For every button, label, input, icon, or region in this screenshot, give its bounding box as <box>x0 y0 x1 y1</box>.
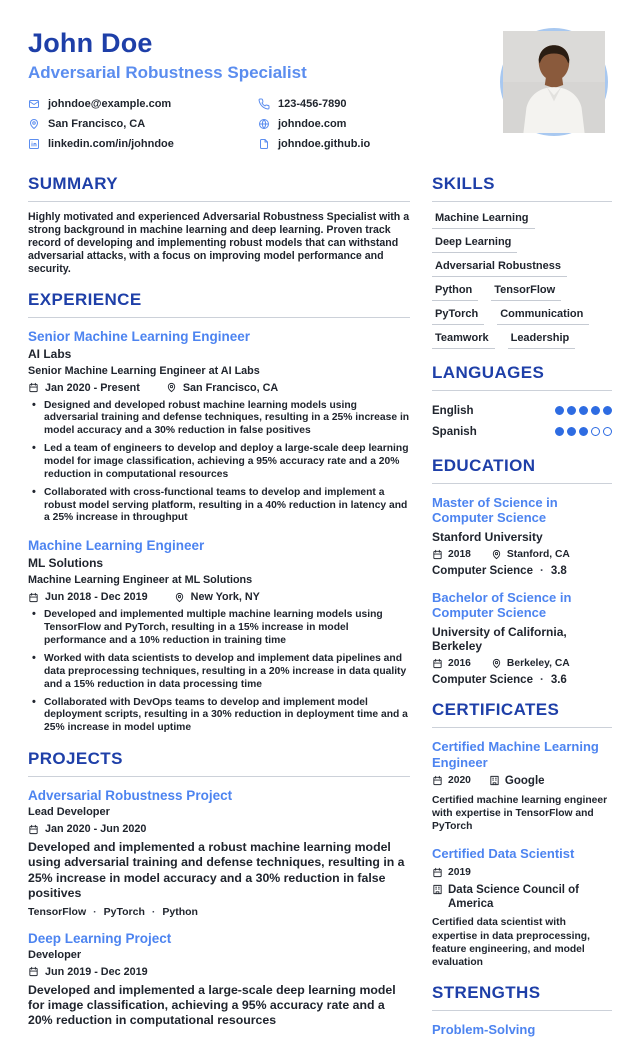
phone-icon <box>258 98 270 110</box>
education-degree: Master of Science in Computer Science <box>432 495 558 526</box>
projects-heading: PROJECTS <box>28 749 410 777</box>
language-row <box>432 400 612 421</box>
education-location <box>491 658 570 669</box>
project-meta <box>28 823 410 835</box>
job-location <box>166 382 278 394</box>
certificates-heading: CERTIFICATES <box>432 700 612 728</box>
education-year-text: 2018 <box>448 549 471 561</box>
education-item <box>432 495 612 577</box>
education-gpa: · 3.8 <box>533 565 567 577</box>
education-gpa: · 3.6 <box>533 674 567 686</box>
file-icon <box>258 138 270 150</box>
skill-tag: Deep Learning <box>432 236 517 253</box>
certificate-description: Certified data scientist with expertise in data preprocessing, feature engineering, and model evaluation <box>432 917 590 968</box>
certificate-issuer <box>432 884 612 912</box>
contact-website[interactable] <box>258 114 488 134</box>
skill-tag: PyTorch <box>432 308 484 325</box>
job-location-text: San Francisco, CA <box>182 381 279 394</box>
location-icon <box>174 592 185 603</box>
education-location-text: Stanford, CA <box>506 549 570 561</box>
section-certificates <box>432 700 612 969</box>
education-degree: Bachelor of Science in Computer Science <box>432 590 572 621</box>
calendar-icon <box>432 658 443 669</box>
person-name: John Doe <box>28 28 153 58</box>
right-column <box>432 164 612 1042</box>
certificate-year-text: 2019 <box>448 866 471 878</box>
skill-tag: Python <box>432 284 478 301</box>
project-item <box>28 931 410 1029</box>
skills-list <box>432 212 612 349</box>
project-role: Developer <box>28 948 82 961</box>
job-meta <box>28 382 410 394</box>
location-icon <box>28 118 40 130</box>
skill-tag: Adversarial Robustness <box>432 260 567 277</box>
contact-location-text: San Francisco, CA <box>48 118 146 130</box>
certificate-year <box>432 775 471 789</box>
building-icon <box>489 775 500 786</box>
certificate-meta <box>432 867 612 912</box>
project-tech-list <box>28 906 410 918</box>
education-location-text: Berkeley, CA <box>506 658 570 670</box>
certificate-description: Certified machine learning engineer with expertise in TensorFlow and PyTorch <box>432 794 608 833</box>
language-level-dots <box>555 406 612 415</box>
resume-header <box>28 28 612 154</box>
profile-photo-illustration <box>503 31 605 133</box>
experience-item <box>28 538 410 735</box>
job-bullets <box>28 400 410 526</box>
contact-phone-text: 123-456-7890 <box>278 98 347 110</box>
strength-item: Problem-Solving <box>432 1022 536 1038</box>
contact-location <box>28 114 258 134</box>
language-row <box>432 421 612 442</box>
building-icon <box>432 884 443 895</box>
linkedin-icon <box>28 138 40 150</box>
job-bullet: • Worked with data scientists to develop and implement data pipelines and data preprocessing techniques, resulting in a 20% increase in data quality and a 15% reduction in data processing time <box>28 653 410 692</box>
education-year <box>432 658 471 669</box>
contact-column-1 <box>28 94 258 154</box>
education-major-gpa <box>432 674 612 686</box>
section-experience <box>28 290 410 735</box>
project-meta <box>28 966 410 978</box>
location-icon <box>166 382 177 393</box>
languages-list <box>432 400 612 442</box>
project-item <box>28 788 410 917</box>
job-company: ML Solutions <box>28 556 104 571</box>
certificate-issuer <box>489 775 545 789</box>
certificate-item <box>432 846 612 969</box>
section-summary <box>28 174 410 276</box>
job-dates <box>28 382 140 394</box>
job-dates-text: Jun 2018 - Dec 2019 <box>45 591 148 604</box>
calendar-icon <box>28 966 39 977</box>
calendar-icon <box>432 549 443 560</box>
project-role: Lead Developer <box>28 806 110 819</box>
job-title-text: Machine Learning Engineer <box>28 538 205 554</box>
education-heading: EDUCATION <box>432 456 612 484</box>
certificate-title: Certified Data Scientist <box>432 846 575 862</box>
language-name: English <box>432 404 474 417</box>
job-subtitle: Senior Machine Learning Engineer at AI Labs <box>28 364 260 377</box>
job-bullet: • Led a team of engineers to develop and deploy a large-scale deep learning model for image classification, achieving a 95% accuracy rate and a 20% reduction in computational resources <box>28 443 410 482</box>
profile-photo <box>500 28 608 136</box>
education-year-text: 2016 <box>448 658 471 670</box>
contact-linkedin[interactable] <box>28 134 258 154</box>
content-columns <box>28 164 612 1042</box>
summary-heading: SUMMARY <box>28 174 410 202</box>
project-dates <box>28 966 148 978</box>
project-dates <box>28 823 146 835</box>
education-major: Computer Science <box>432 565 533 578</box>
project-title: Adversarial Robustness Project <box>28 788 233 804</box>
globe-icon <box>258 118 270 130</box>
certificate-issuer-text: Data Science Council of America <box>448 883 580 910</box>
job-bullet: • Collaborated with DevOps teams to develop and implement model deployment scripts, resulting in a 30% reduction in deployment time and a 25% increase in model uptime <box>28 697 410 736</box>
project-dates-text: Jun 2019 - Dec 2019 <box>45 965 148 978</box>
skill-tag: Leadership <box>508 332 576 349</box>
job-bullet: • Collaborated with cross-functional teams to develop and implement a robust model serving platform, resulting in a 40% reduction in latency and a 25% increase in throughput <box>28 487 410 526</box>
experience-item <box>28 329 410 526</box>
experience-heading: EXPERIENCE <box>28 290 410 318</box>
tech-tag: TensorFlow <box>28 905 87 918</box>
calendar-icon <box>28 824 39 835</box>
education-item <box>432 590 612 686</box>
education-meta <box>432 549 612 560</box>
section-languages <box>432 363 612 442</box>
section-skills <box>432 174 612 349</box>
location-icon <box>491 658 502 669</box>
job-location <box>174 591 260 603</box>
calendar-icon <box>28 592 39 603</box>
section-projects <box>28 749 410 1029</box>
strengths-heading: STRENGTHS <box>432 983 612 1011</box>
education-school: Stanford University <box>432 529 543 544</box>
section-education <box>432 456 612 686</box>
contact-github-text: johndoe.github.io <box>278 138 371 150</box>
languages-heading: LANGUAGES <box>432 363 612 391</box>
contact-github[interactable] <box>258 134 488 154</box>
skills-heading: SKILLS <box>432 174 612 202</box>
contact-website-text: johndoe.com <box>278 118 347 130</box>
project-title: Deep Learning Project <box>28 930 172 946</box>
skill-tag: Teamwork <box>432 332 495 349</box>
education-meta <box>432 658 612 669</box>
contact-email-text: johndoe@example.com <box>48 98 172 110</box>
education-major: Computer Science <box>432 674 533 687</box>
project-description: Developed and implemented a robust machine learning model using adversarial training and defense techniques, resulting in a 25% increase in model accuracy and a 30% reduction in false positives <box>28 840 405 901</box>
calendar-icon <box>432 867 443 878</box>
job-location-text: New York, NY <box>190 591 260 604</box>
calendar-icon <box>28 382 39 393</box>
contact-phone[interactable] <box>258 94 488 114</box>
skill-tag: Communication <box>497 308 589 325</box>
certificate-title: Certified Machine Learning Engineer <box>432 739 599 770</box>
location-icon <box>491 549 502 560</box>
certificate-year <box>432 867 471 878</box>
skill-tag: TensorFlow <box>491 284 561 301</box>
job-bullets <box>28 609 410 735</box>
calendar-icon <box>432 775 443 786</box>
project-dates-text: Jan 2020 - Jun 2020 <box>45 823 147 836</box>
job-dates-text: Jan 2020 - Present <box>45 381 140 394</box>
skill-tag: Machine Learning <box>432 212 535 229</box>
education-major-gpa <box>432 565 612 577</box>
left-column <box>28 164 410 1042</box>
header-left <box>28 28 488 154</box>
education-year <box>432 549 471 560</box>
job-bullet: • Designed and developed robust machine learning models using adversarial training and defense techniques, resulting in a 25% increase in model accuracy and a 30% reduction in false positives <box>28 400 410 439</box>
certificate-issuer-text: Google <box>504 775 545 788</box>
job-title-text: Senior Machine Learning Engineer <box>28 328 251 344</box>
certificate-meta <box>432 775 612 789</box>
project-description: Developed and implemented a large-scale deep learning model for image classification, achieving a 95% accuracy rate and a 20% reduction in computational resources <box>28 982 396 1028</box>
job-bullet: • Developed and implemented multiple machine learning models using TensorFlow and PyTorch, resulting in a 15% increase in model performance and a 10% reduction in training time <box>28 609 410 648</box>
job-dates <box>28 591 148 603</box>
contact-email[interactable] <box>28 94 258 114</box>
contact-linkedin-text: linkedin.com/in/johndoe <box>48 138 174 150</box>
person-job-title: Adversarial Robustness Specialist <box>28 63 307 82</box>
language-level-dots <box>555 427 612 436</box>
language-name: Spanish <box>432 425 477 438</box>
job-meta <box>28 591 410 603</box>
job-company: AI Labs <box>28 346 72 361</box>
certificate-item <box>432 739 612 833</box>
job-subtitle: Machine Learning Engineer at ML Solutions <box>28 574 253 587</box>
education-location <box>491 549 570 560</box>
section-strengths <box>432 983 612 1037</box>
summary-text: Highly motivated and experienced Adversarial Robustness Specialist with a strong background in machine learning and deep learning. Proven track record of developing and implementing robust models that can withstand adversarial attacks, with a focus on improving model performance and security. <box>28 211 410 275</box>
mail-icon <box>28 98 40 110</box>
certificate-year-text: 2020 <box>448 775 471 787</box>
contact-info <box>28 94 488 154</box>
education-school: University of California, Berkeley <box>432 624 567 654</box>
tech-tag: · PyTorch <box>86 906 145 918</box>
tech-tag: · Python <box>145 906 198 918</box>
contact-column-2 <box>258 94 488 154</box>
